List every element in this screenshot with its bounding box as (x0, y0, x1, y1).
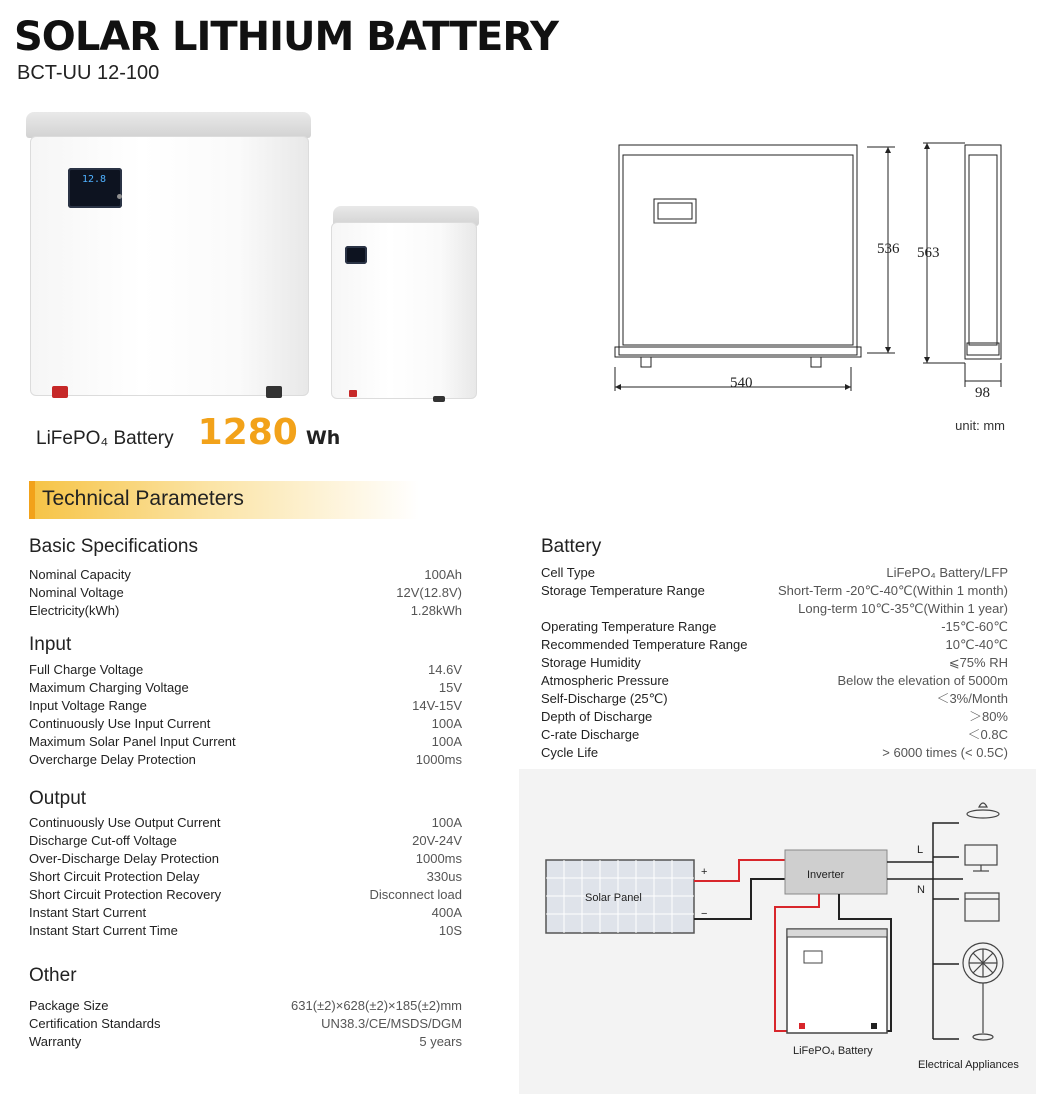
technical-parameters-title: Technical Parameters (42, 487, 244, 510)
capacity-unit: Wh (305, 427, 341, 449)
battery-diagram-label: LiFePO₄ Battery (793, 1045, 873, 1057)
spec-row: Certification Standards UN38.3/CE/MSDS/DGM (29, 1016, 462, 1031)
spec-row: Package Size 631(±2)×628(±2)×185(±2)mm (29, 998, 462, 1013)
dimension-drawing (605, 135, 1025, 405)
spec-row: Operating Temperature Range -15℃-60℃ (541, 619, 1008, 634)
battery-heading: Battery (541, 536, 602, 557)
ceiling-lamp-icon (967, 803, 999, 818)
spec-row: Maximum Solar Panel Input Current 100A (29, 734, 462, 749)
spec-row: Storage Humidity ⩽75% RH (541, 655, 1008, 670)
plus-sign: + (701, 866, 708, 878)
dim-height-inner: 536 (877, 241, 900, 257)
basic-specs-table (29, 566, 462, 620)
input-table (29, 661, 462, 769)
system-diagram-drawing (519, 769, 1036, 1094)
model-number: BCT-UU 12-100 (17, 62, 160, 84)
positive-terminal (52, 386, 68, 398)
line-l-label: L (917, 844, 924, 856)
monitor-icon (965, 845, 997, 871)
spec-row: Warranty 5 years (29, 1034, 462, 1049)
inverter-label: Inverter (807, 869, 845, 881)
capacity-line (36, 412, 340, 453)
spec-row: Nominal Voltage 12V(12.8V) (29, 585, 462, 600)
spec-row: Nominal Capacity 100Ah (29, 567, 462, 582)
technical-parameters-header (29, 481, 419, 519)
negative-terminal (266, 386, 282, 398)
spec-row: Overcharge Delay Protection 1000ms (29, 752, 462, 767)
spec-row: Continuously Use Input Current 100A (29, 716, 462, 731)
page-title: SOLAR LITHIUM BATTERY (14, 14, 558, 60)
capacity-value: 1280 (197, 412, 298, 453)
spec-row: Short Circuit Protection Recovery Disconnect load (29, 887, 462, 902)
dim-depth: 98 (975, 385, 990, 401)
spec-row: Cycle Life > 6000 times (< 0.5C) (541, 745, 1008, 760)
spec-row: Full Charge Voltage 14.6V (29, 662, 462, 677)
spec-row: Recommended Temperature Range 10℃-40℃ (541, 637, 1008, 652)
unit-note: unit: mm (955, 418, 1005, 433)
appliances-label: Electrical Appliances (918, 1059, 1019, 1071)
battery-table (541, 564, 1008, 762)
spec-row: Discharge Cut-off Voltage 20V-24V (29, 833, 462, 848)
battery-product-large (26, 112, 311, 402)
solar-panel-label: Solar Panel (585, 892, 642, 904)
input-heading: Input (29, 634, 72, 655)
appliance-box-icon (965, 893, 999, 921)
battery-product-small (327, 206, 479, 404)
spec-row: Input Voltage Range 14V-15V (29, 698, 462, 713)
display-screen (68, 168, 122, 208)
spec-row: Atmospheric Pressure Below the elevation of 5000m (541, 673, 1008, 688)
spec-row: Instant Start Current Time 10S (29, 923, 462, 938)
display-screen-small (345, 246, 367, 264)
spec-row: Electricity(kWh) 1.28kWh (29, 603, 462, 618)
spec-row: Storage Temperature Range Short-Term -20℃-40℃(Within 1 month) (541, 583, 1008, 598)
spec-row: Maximum Charging Voltage 15V (29, 680, 462, 695)
other-table (29, 997, 462, 1051)
spec-row: C-rate Discharge ＜0.8C (541, 727, 1008, 742)
basic-specs-heading: Basic Specifications (29, 536, 198, 557)
battery-type-label: LiFePO₄ Battery (36, 428, 174, 449)
spec-row: Long-term 10℃-35℃(Within 1 year) (798, 601, 1008, 616)
spec-row: Instant Start Current 400A (29, 905, 462, 920)
line-n-label: N (917, 884, 925, 896)
output-table (29, 814, 462, 940)
other-heading: Other (29, 965, 77, 986)
screen-readout: 12.8 (82, 174, 107, 185)
battery-diagram-icon (787, 929, 887, 1033)
minus-sign: − (701, 908, 708, 920)
output-heading: Output (29, 788, 87, 809)
spec-row: Over-Discharge Delay Protection 1000ms (29, 851, 462, 866)
spec-row: Self-Discharge (25℃) ＜3%/Month (541, 691, 1008, 706)
dim-width: 540 (730, 375, 753, 391)
spec-row: Cell Type LiFePO₄ Battery/LFP (541, 565, 1008, 580)
fan-icon (963, 943, 1003, 1040)
spec-row: Short Circuit Protection Delay 330us (29, 869, 462, 884)
spec-row: Continuously Use Output Current 100A (29, 815, 462, 830)
dim-height-outer: 563 (917, 245, 940, 261)
spec-row: Depth of Discharge ＞80% (541, 709, 1008, 724)
